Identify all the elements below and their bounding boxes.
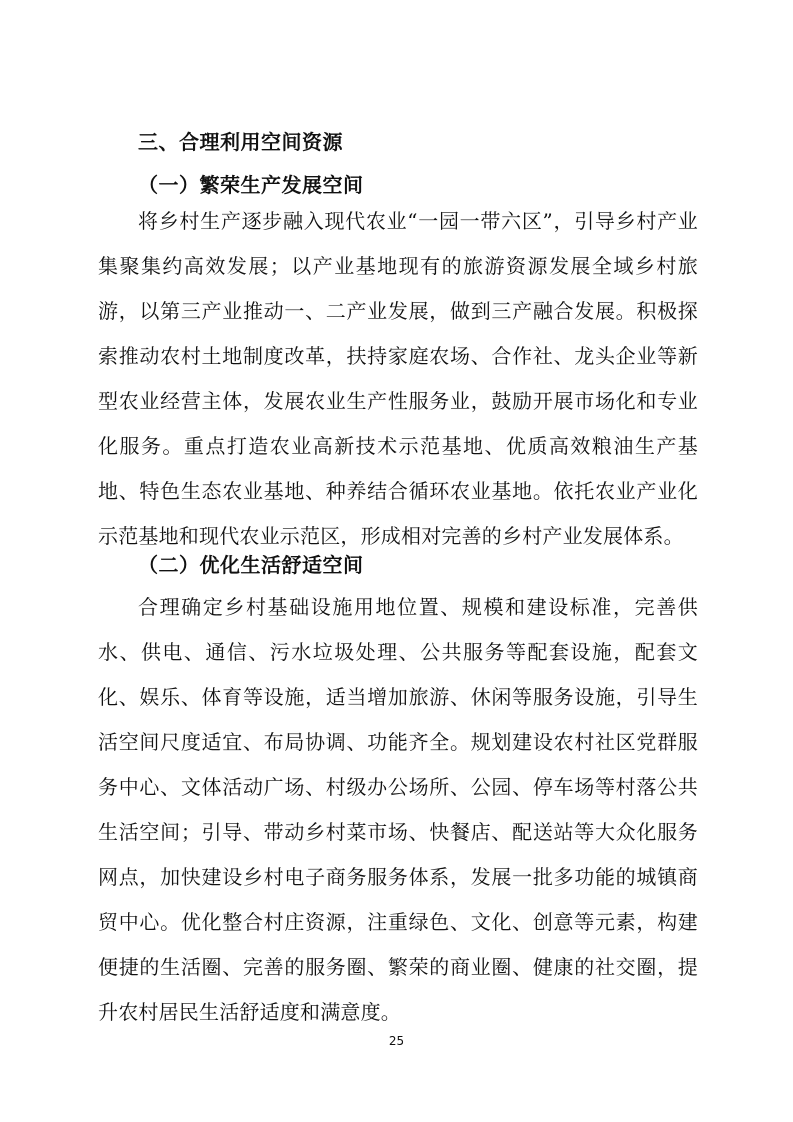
section-title: 三、合理利用空间资源 (138, 130, 343, 154)
subsection-paragraph-1: 将乡村生产逐步融入现代农业“一园一带六区”，引导乡村产业集聚集约高效发展；以产业基地现有的旅游资源发展全域乡村旅游，以第三产业推动一、二产业发展，做到三产融合发展。积极探索推动农村土地制度改革，扶持家庭农场、合作社、龙头企业等新型农业经营主体，发展农业生产性服务业，鼓励开展市场化和专业化服务。重点打造农业高新技术示范基地、优质高效粮油生产基地、特色生态农业基地、种养结合循环农业基地。依托农业产业化示范基地和现代农业示范区，形成相对完善的乡村产业发展体系。 (98, 209, 698, 548)
page-number: 25 (388, 1034, 405, 1048)
subsection-title-1: （一）繁荣生产发展空间 (138, 173, 364, 197)
subsection-paragraph-2: 合理确定乡村基础设施用地位置、规模和建设标准，完善供水、供电、通信、污水垃圾处理、公共服务等配套设施，配套文化、娱乐、体育等设施，适当增加旅游、休闲等服务设施，引导生活空间尺度适宜、布局协调、功能齐全。规划建设农村社区党群服务中心、文体活动广场、村级办公场所、公园、停车场等村落公共生活空间；引导、带动乡村菜市场、快餐店、配送站等大众化服务网点，加快建设乡村电子商务服务体系，发展一批多功能的城镇商贸中心。优化整合村庄资源，注重绿色、文化、创意等元素，构建便捷的生活圈、完善的服务圈、繁荣的商业圈、健康的社交圈，提升农村居民生活舒适度和满意度。 (98, 595, 698, 1024)
subsection-title-2: （二）优化生活舒适空间 (138, 553, 364, 577)
